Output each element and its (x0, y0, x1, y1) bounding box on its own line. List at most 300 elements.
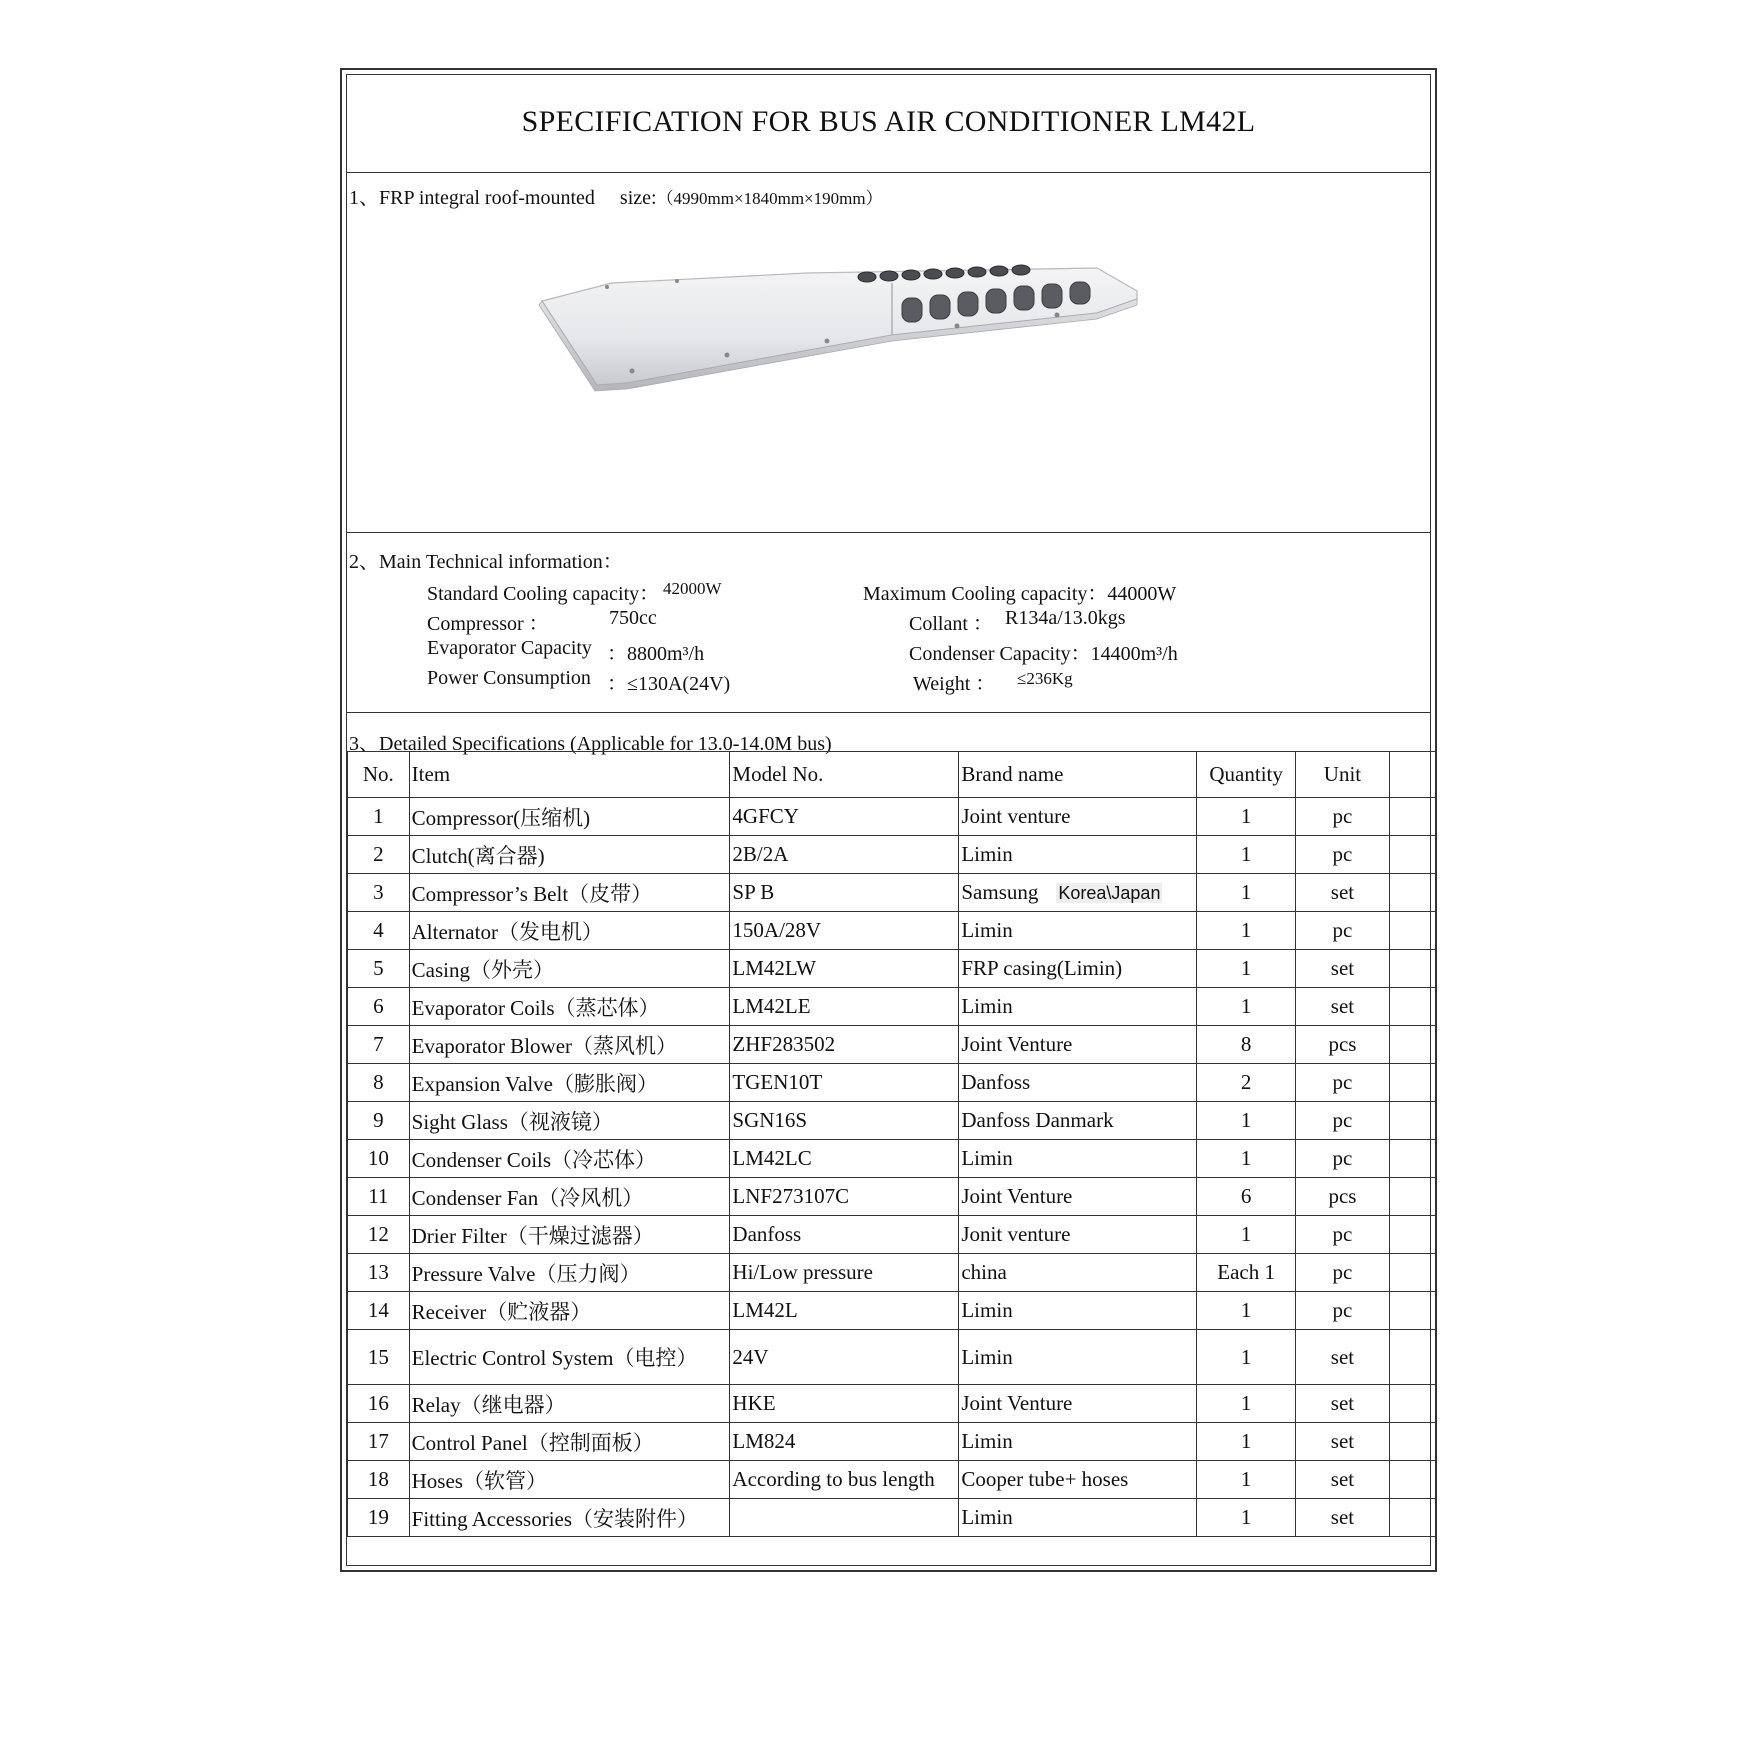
cell-item (409, 912, 730, 950)
cell-item (409, 798, 730, 836)
cell-item-text: Relay（继电器） (411, 1392, 566, 1417)
section-2-label: 2、Main Technical information： (349, 551, 623, 573)
cell-item (409, 1292, 730, 1330)
spec-value: 14400m³/h (1090, 643, 1178, 665)
cell-model-text: 150A/28V (732, 918, 822, 942)
spec-name: Compressor ： (427, 613, 549, 635)
cell-unit (1296, 950, 1390, 988)
cell-blank (1389, 1216, 1435, 1254)
spec-name: Condenser Capacity： (909, 643, 1091, 665)
cell-quantity-text: 1 (1240, 842, 1252, 866)
cell-item (409, 950, 730, 988)
cell-quantity-text: 1 (1240, 994, 1252, 1018)
cell-no (348, 1140, 410, 1178)
cell-brand (959, 1102, 1197, 1140)
cell-quantity (1197, 1102, 1296, 1140)
cell-quantity (1197, 1461, 1296, 1499)
cell-model (730, 1026, 959, 1064)
cell-brand-text: Cooper tube+ hoses (961, 1467, 1129, 1491)
table-row (348, 874, 1436, 912)
cell-quantity-text: 1 (1240, 880, 1252, 904)
cell-model (730, 1385, 959, 1423)
cell-unit-text: pc (1332, 1108, 1353, 1132)
cell-brand-text: Limin (961, 1429, 1013, 1453)
cell-quantity (1197, 1330, 1296, 1385)
cell-unit-text: pc (1332, 804, 1353, 828)
cell-brand (959, 798, 1197, 836)
cell-brand (959, 1423, 1197, 1461)
header-model: Model No. (730, 752, 959, 798)
cell-item-text: Receiver（贮液器） (411, 1299, 592, 1324)
cell-blank (1389, 1178, 1435, 1216)
cell-quantity (1197, 1178, 1296, 1216)
cell-unit (1296, 1102, 1390, 1140)
cell-model-text: HKE (732, 1391, 776, 1415)
evaporator-capacity (427, 637, 705, 665)
cell-quantity (1197, 1499, 1296, 1537)
cell-unit (1296, 836, 1390, 874)
cell-no-text: 11 (368, 1184, 389, 1208)
cell-brand (959, 1385, 1197, 1423)
cell-model (730, 836, 959, 874)
cell-item-text: Hoses（软管） (411, 1468, 547, 1493)
table-row (348, 1178, 1436, 1216)
cell-brand (959, 988, 1197, 1026)
spec-name: Weight ： (913, 673, 996, 695)
table-row (348, 1064, 1436, 1102)
cell-quantity-text: 1 (1240, 1467, 1252, 1491)
cell-item-text: Expansion Valve（膨胀阀） (411, 1071, 658, 1096)
cell-no (348, 798, 410, 836)
cell-quantity (1197, 1140, 1296, 1178)
cell-model (730, 1216, 959, 1254)
cell-unit (1296, 1064, 1390, 1102)
cell-quantity-text: 1 (1240, 1298, 1252, 1322)
cell-item (409, 1423, 730, 1461)
cell-quantity (1197, 1385, 1296, 1423)
cell-no-text: 2 (373, 842, 384, 866)
cell-unit-text: pcs (1328, 1184, 1357, 1208)
cell-model (730, 1461, 959, 1499)
cell-unit-text: set (1330, 1391, 1355, 1415)
cell-no (348, 1178, 410, 1216)
cell-model (730, 1254, 959, 1292)
cell-model (730, 912, 959, 950)
cell-blank (1389, 1140, 1435, 1178)
cell-item (409, 1102, 730, 1140)
table-row (348, 1216, 1436, 1254)
cell-no-text: 3 (373, 880, 384, 904)
cell-unit (1296, 1385, 1390, 1423)
spec-name: Evaporator Capacity (427, 637, 592, 659)
cell-item-text: Control Panel（控制面板） (411, 1430, 654, 1455)
cell-model-text: SP B (732, 880, 775, 904)
cell-model (730, 874, 959, 912)
cell-item-text: Clutch(离合器) (411, 843, 545, 868)
cell-quantity-text: 1 (1240, 1429, 1252, 1453)
cell-quantity (1197, 836, 1296, 874)
cell-quantity-text: 1 (1240, 1222, 1252, 1246)
power-consumption (427, 667, 731, 695)
cell-no-text: 9 (373, 1108, 384, 1132)
cell-brand-text: Limin (961, 842, 1013, 866)
cell-item-text: Fitting Accessories（安装附件） (411, 1506, 699, 1531)
spec-value: ：≤130A(24V) (607, 673, 731, 695)
cell-quantity-text: 1 (1240, 804, 1252, 828)
cell-item (409, 874, 730, 912)
cell-no-text: 14 (367, 1298, 389, 1322)
cell-item (409, 1216, 730, 1254)
table-row (348, 1026, 1436, 1064)
cell-unit-text: set (1330, 1505, 1355, 1529)
cell-blank (1389, 1102, 1435, 1140)
cell-quantity (1197, 874, 1296, 912)
cell-no (348, 874, 410, 912)
cell-brand-text: Limin (961, 1146, 1013, 1170)
cell-quantity (1197, 950, 1296, 988)
compressor-spec (427, 607, 657, 636)
cell-brand (959, 1216, 1197, 1254)
cell-blank (1389, 874, 1435, 912)
cell-no (348, 1330, 410, 1385)
cell-model (730, 1178, 959, 1216)
cell-unit (1296, 1140, 1390, 1178)
cell-no-text: 8 (373, 1070, 384, 1094)
brand-origin-note: Korea\Japan (1058, 883, 1161, 903)
standard-cooling-capacity (427, 577, 722, 606)
cell-blank (1389, 1461, 1435, 1499)
cell-quantity (1197, 1423, 1296, 1461)
cell-model (730, 1064, 959, 1102)
page-title: SPECIFICATION FOR BUS AIR CONDITIONER LM42L (521, 105, 1256, 138)
cell-blank (1389, 836, 1435, 874)
cell-unit (1296, 1254, 1390, 1292)
cell-quantity (1197, 798, 1296, 836)
spec-value: 44000W (1107, 583, 1177, 605)
maximum-cooling-capacity (863, 577, 1176, 606)
spec-value: 750cc (609, 607, 657, 629)
cell-unit (1296, 912, 1390, 950)
cell-item-text: Alternator（发电机） (411, 919, 603, 944)
table-header-row (348, 752, 1436, 798)
cell-quantity (1197, 1064, 1296, 1102)
cell-brand (959, 1330, 1197, 1385)
cell-quantity-text: 1 (1240, 1108, 1252, 1132)
cell-brand (959, 912, 1197, 950)
cell-brand-text: Limin (961, 1505, 1013, 1529)
cell-model (730, 1423, 959, 1461)
cell-item (409, 1330, 730, 1385)
cell-brand-text: FRP casing(Limin) (961, 956, 1123, 980)
cell-item (409, 988, 730, 1026)
table-row (348, 1254, 1436, 1292)
header-blank (1389, 752, 1435, 798)
cell-item-text: Condenser Fan（冷风机） (411, 1185, 644, 1210)
cell-no (348, 1102, 410, 1140)
spec-name: Power Consumption (427, 667, 591, 689)
cell-no-text: 5 (373, 956, 384, 980)
cell-quantity (1197, 988, 1296, 1026)
cell-quantity-text: 2 (1240, 1070, 1252, 1094)
cell-brand (959, 1254, 1197, 1292)
cell-item (409, 1385, 730, 1423)
table-row (348, 1385, 1436, 1423)
cell-unit (1296, 1216, 1390, 1254)
size-label: size: (619, 187, 657, 209)
cell-brand (959, 1292, 1197, 1330)
cell-item-text: Electric Control System（电控） (411, 1346, 698, 1370)
cell-brand-text: Limin (961, 994, 1013, 1018)
cell-model-text: LM42L (732, 1298, 798, 1322)
document-frame (340, 68, 1437, 1572)
cell-no (348, 988, 410, 1026)
cell-item (409, 1026, 730, 1064)
cell-blank (1389, 1423, 1435, 1461)
cell-item-text: Casing（外壳） (411, 957, 554, 982)
cell-no (348, 1292, 410, 1330)
cell-item-text: Compressor(压缩机) (411, 805, 591, 830)
section-1 (347, 173, 1430, 533)
document-inner-frame (346, 74, 1431, 1566)
cell-no (348, 1216, 410, 1254)
cell-model (730, 798, 959, 836)
cell-blank (1389, 1330, 1435, 1385)
header-no: No. (348, 752, 410, 798)
cell-blank (1389, 1499, 1435, 1537)
cell-model (730, 1292, 959, 1330)
table-row (348, 798, 1436, 836)
cell-brand-text: Jonit venture (961, 1222, 1071, 1246)
cell-model-text: Danfoss (732, 1222, 802, 1246)
cell-no-text: 15 (367, 1344, 389, 1369)
spec-name: Collant ： (909, 613, 993, 635)
cell-no-text: 12 (367, 1222, 389, 1246)
cell-brand (959, 1064, 1197, 1102)
cell-unit (1296, 1292, 1390, 1330)
cell-model (730, 1330, 959, 1385)
cell-quantity-text: 1 (1240, 1505, 1252, 1529)
cell-item-text: Compressor’s Belt（皮带） (411, 881, 653, 906)
empty-footer-row (347, 1533, 1430, 1571)
cell-item-text: Condenser Coils（冷芯体） (411, 1147, 657, 1172)
condenser-capacity (909, 637, 1178, 666)
cell-no-text: 16 (367, 1391, 389, 1415)
cell-no (348, 1064, 410, 1102)
cell-model-text: TGEN10T (732, 1070, 823, 1094)
cell-blank (1389, 912, 1435, 950)
cell-quantity-text: 1 (1240, 1344, 1252, 1369)
size-value: （4990mm×1840mm×190mm） (656, 189, 883, 208)
table-row (348, 1330, 1436, 1385)
cell-brand (959, 1140, 1197, 1178)
table-row (348, 1461, 1436, 1499)
cell-quantity (1197, 912, 1296, 950)
section-2 (347, 533, 1430, 713)
table-row (348, 836, 1436, 874)
cell-brand-text: Joint Venture (961, 1391, 1073, 1415)
cell-unit-text: set (1330, 1344, 1355, 1369)
section-1-title: 1、FRP integral roof-mounted (349, 187, 595, 209)
cell-unit-text: pc (1332, 1298, 1353, 1322)
cell-unit-text: pc (1332, 1146, 1353, 1170)
cell-unit (1296, 1461, 1390, 1499)
cell-model-text: LNF273107C (732, 1184, 850, 1208)
cell-item (409, 1499, 730, 1537)
cell-no-text: 13 (367, 1260, 389, 1284)
cell-item (409, 1140, 730, 1178)
cell-unit-text: pc (1332, 918, 1353, 942)
spec-name: Maximum Cooling capacity： (863, 583, 1108, 605)
cell-model (730, 1102, 959, 1140)
table-row (348, 1423, 1436, 1461)
spec-value: ≤236Kg (1017, 669, 1073, 688)
cell-model-text: 2B/2A (732, 842, 789, 866)
cell-blank (1389, 1292, 1435, 1330)
cell-brand (959, 1461, 1197, 1499)
cell-brand (959, 950, 1197, 988)
cell-no (348, 1461, 410, 1499)
cell-blank (1389, 988, 1435, 1026)
cell-quantity (1197, 1292, 1296, 1330)
cell-unit (1296, 1178, 1390, 1216)
cell-item-text: Drier Filter（干燥过滤器） (411, 1223, 654, 1248)
cell-no-text: 4 (373, 918, 384, 942)
spec-table (347, 751, 1436, 1537)
cell-no (348, 1385, 410, 1423)
header-quantity: Quantity (1197, 752, 1296, 798)
table-row (348, 1102, 1436, 1140)
cell-no (348, 912, 410, 950)
cell-unit-text: pc (1332, 1070, 1353, 1094)
air-conditioner-unit-image (537, 263, 1147, 413)
cell-brand-text: Limin (961, 918, 1013, 942)
cell-blank (1389, 1385, 1435, 1423)
table-row (348, 912, 1436, 950)
cell-no (348, 950, 410, 988)
cell-model (730, 1499, 959, 1537)
cell-model-text: LM824 (732, 1429, 796, 1453)
cell-brand-text: china (961, 1260, 1007, 1284)
cell-brand (959, 1178, 1197, 1216)
cell-model-text: Hi/Low pressure (732, 1260, 873, 1284)
cell-brand-text: Limin (961, 1298, 1013, 1322)
cell-unit-text: pcs (1328, 1032, 1357, 1056)
cell-no-text: 10 (367, 1146, 389, 1170)
table-row (348, 988, 1436, 1026)
section-1-label (349, 181, 883, 210)
cell-brand-text: Limin (961, 1344, 1013, 1369)
cell-no-text: 19 (367, 1505, 389, 1529)
cell-no-text: 1 (373, 804, 384, 828)
cell-model-text: LM42LE (732, 994, 811, 1018)
cell-model-text: ZHF283502 (732, 1032, 836, 1056)
cell-model-text: 24V (732, 1344, 769, 1369)
cell-quantity-text: Each 1 (1217, 1260, 1275, 1284)
cell-unit-text: set (1330, 880, 1355, 904)
cell-blank (1389, 950, 1435, 988)
cell-brand-text: Danfoss Danmark (961, 1108, 1114, 1132)
cell-item (409, 1178, 730, 1216)
coolant-spec (909, 607, 1126, 636)
header-unit: Unit (1296, 752, 1390, 798)
cell-no (348, 1026, 410, 1064)
cell-unit-text: pc (1332, 842, 1353, 866)
cell-blank (1389, 798, 1435, 836)
cell-unit (1296, 1330, 1390, 1385)
cell-no-text: 7 (373, 1032, 384, 1056)
cell-unit-text: set (1330, 994, 1355, 1018)
cell-model-text: LM42LC (732, 1146, 812, 1170)
cell-unit (1296, 1499, 1390, 1537)
spec-value: R134a/13.0kgs (1005, 607, 1126, 629)
cell-unit (1296, 1026, 1390, 1064)
cell-brand-text: Danfoss (961, 1070, 1031, 1094)
cell-model-text: SGN16S (732, 1108, 808, 1132)
cell-quantity-text: 1 (1240, 1146, 1252, 1170)
cell-brand-text: Joint Venture (961, 1184, 1073, 1208)
table-row (348, 1140, 1436, 1178)
cell-no-text: 18 (367, 1467, 389, 1491)
cell-brand (959, 874, 1197, 912)
table-row (348, 950, 1436, 988)
cell-item-text: Pressure Valve（压力阀） (411, 1261, 641, 1286)
title-section (347, 75, 1430, 173)
cell-quantity-text: 6 (1240, 1184, 1252, 1208)
cell-unit (1296, 1423, 1390, 1461)
table-row (348, 1499, 1436, 1537)
cell-unit-text: set (1330, 956, 1355, 980)
cell-model-text: According to bus length (732, 1467, 935, 1491)
cell-quantity-text: 1 (1240, 956, 1252, 980)
spec-name: Standard Cooling capacity： (427, 583, 660, 605)
cell-quantity-text: 1 (1240, 918, 1252, 942)
cell-model (730, 988, 959, 1026)
cell-model-text: 4GFCY (732, 804, 799, 828)
cell-item (409, 1461, 730, 1499)
cell-no-text: 17 (367, 1429, 389, 1453)
cell-quantity-text: 8 (1240, 1032, 1252, 1056)
cell-item (409, 836, 730, 874)
cell-brand-text: Samsung (961, 880, 1039, 904)
cell-brand (959, 836, 1197, 874)
cell-brand (959, 1026, 1197, 1064)
cell-brand (959, 1499, 1197, 1537)
cell-no (348, 1254, 410, 1292)
cell-unit (1296, 988, 1390, 1026)
cell-no (348, 1423, 410, 1461)
cell-item (409, 1064, 730, 1102)
cell-unit-text: set (1330, 1467, 1355, 1491)
cell-unit-text: set (1330, 1429, 1355, 1453)
cell-blank (1389, 1254, 1435, 1292)
cell-brand-text: Joint venture (961, 804, 1071, 828)
table-row (348, 1292, 1436, 1330)
spec-value: ：8800m³/h (607, 643, 705, 665)
cell-no (348, 1499, 410, 1537)
cell-item-text: Evaporator Coils（蒸芯体） (411, 995, 660, 1020)
header-item: Item (409, 752, 730, 798)
cell-no (348, 836, 410, 874)
weight-spec (913, 667, 1073, 696)
cell-item (409, 1254, 730, 1292)
cell-unit-text: pc (1332, 1260, 1353, 1284)
header-brand: Brand name (959, 752, 1197, 798)
cell-no-text: 6 (373, 994, 384, 1018)
cell-unit (1296, 874, 1390, 912)
cell-model (730, 950, 959, 988)
cell-quantity (1197, 1254, 1296, 1292)
section-3-label: 3、Detailed Specifications (Applicable for 13.0-14.0M bus) (349, 733, 832, 755)
